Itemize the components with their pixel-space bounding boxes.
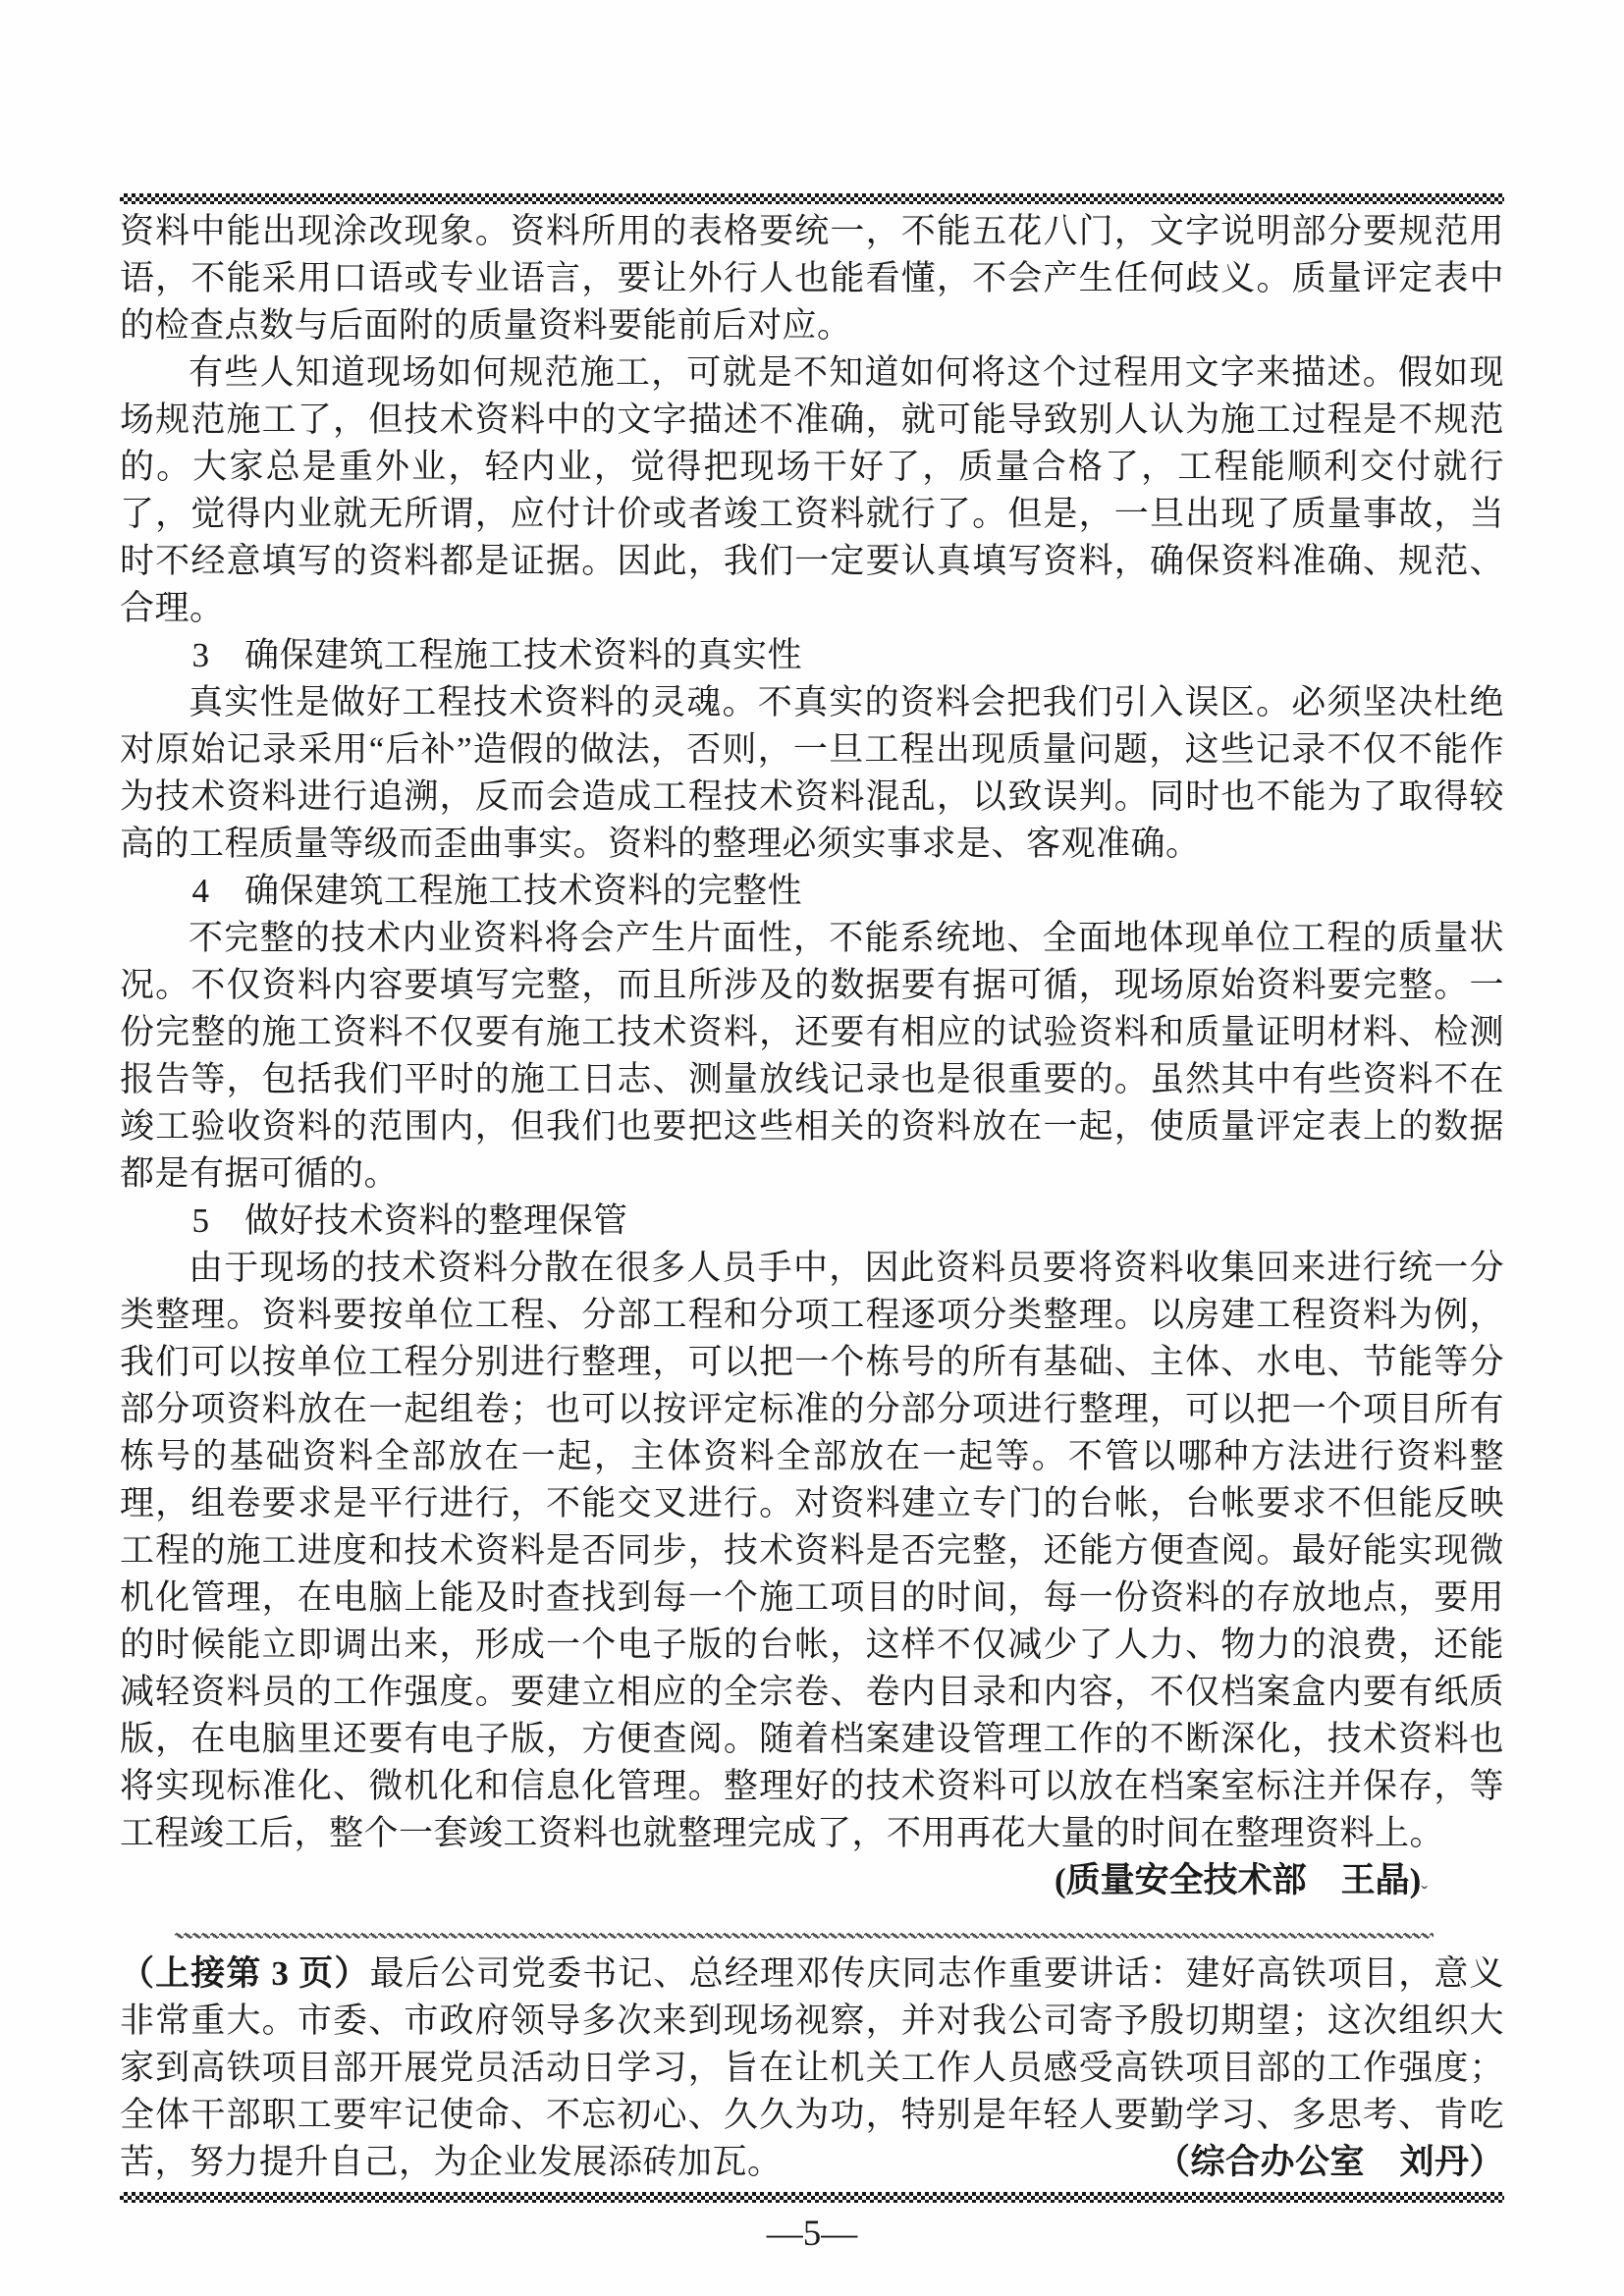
section-heading-authenticity: 3 确保建筑工程施工技术资料的真实性 [191, 636, 803, 674]
section-heading-completeness: 4 确保建筑工程施工技术资料的完整性 [191, 872, 803, 910]
article-paragraph: 不完整的技术内业资料将会产生片面性，不能系统地、全面地体现单位工程的质量状况。不仅资料内容要填写完整，而且所涉及的数据要有据可循，现场原始资料要完整。一份完整的施工资料不仅要有施工技术资料，还要有相应的试验资料和质量证明材料、检测报告等，包括我们平时的施工日志、测量放线记录也是很重要的。虽然其中有些资料不在竣工验收资料的范围内，但我们也要把这些相关的资料放在一起，使质量评定表上的数据都是有据可循的。 [120, 919, 1504, 1193]
article-paragraph: 有些人知道现场如何规范施工，可就是不知道如何将这个过程用文字来描述。假如现场规范施工了，但技术资料中的文字描述不准确，就可能导致别人认为施工过程是不规范的。大家总是重外业，轻内业，觉得把现场干好了，质量合格了，工程能顺利交付就行了，觉得内业就无所谓，应付计价或者竣工资料就行了。但是，一旦出现了质量事故，当时不经意填写的资料都是证据。因此，我们一定要认真填写资料，确保资料准确、规范、合理。 [120, 353, 1504, 627]
top-border-bar [120, 193, 1504, 204]
continuation-lead: （上接第 3 页） [120, 1954, 370, 1993]
article-paragraph: 资料中能出现涂改现象。资料所用的表格要统一，不能五花八门，文字说明部分要规范用语，不能采用口语或专业语言，要让外行人也能看懂，不会产生任何歧义。质量评定表中的检查点数与后面附的质量资料要能前后对应。 [120, 212, 1504, 345]
bottom-border-bar [120, 2192, 1504, 2203]
main-article [120, 208, 1504, 1917]
continuation-paragraph [120, 1950, 1504, 2186]
section-heading-archiving: 5 做好技术资料的整理保管 [191, 1201, 628, 1240]
section-divider [175, 1933, 1434, 1939]
stray-mark: ˇ [1421, 1883, 1428, 1904]
article-paragraph: 由于现场的技术资料分散在很多人员手中，因此资料员要将资料收集回来进行统一分类整理。资料要按单位工程、分部工程和分项工程逐项分类整理。以房建工程资料为例，我们可以按单位工程分别进行整理，可以把一个栋号的所有基础、主体、水电、节能等分部分项资料放在一起组卷；也可以按评定标准的分部分项进行整理，可以把一个项目所有栋号的基础资料全部放在一起，主体资料全部放在一起等。不管以哪种方法进行资料整理，组卷要求是平行进行，不能交叉进行。对资料建立专门的台帐，台帐要求不但能反映工程的施工进度和技术资料是否同步，技术资料是否完整，还能方便查阅。最好能实现微机化管理，在电脑上能及时查找到每一个施工项目的时间，每一份资料的存放地点，要用的时候能立即调出来，形成一个电子版的台帐，这样不仅减少了人力、物力的浪费，还能减轻资料员的工作强度。要建立相应的全宗卷、卷内目录和内容，不仅档案盒内要有纸质版，在电脑里还要有电子版，方便查阅。随着档案建设管理工作的不断深化，技术资料也将实现标准化、微机化和信息化管理。整理好的技术资料可以放在档案室标注并保存，等工程竣工后，整个一套竣工资料也就整理完成了，不用再花大量的时间在整理资料上。 [120, 1249, 1504, 1852]
continuation-signature: （综合办公室 刘丹） [1155, 2143, 1504, 2181]
page-number: —5— [766, 2214, 858, 2254]
article-paragraph: 真实性是做好工程技术资料的灵魂。不真实的资料会把我们引入误区。必须坚决杜绝对原始记录采用“后补”造假的做法，否则，一旦工程出现质量问题，这些记录不仅不能作为技术资料进行追溯，反而会造成工程技术资料混乱，以致误判。同时也不能为了取得较高的工程质量等级而歪曲事实。资料的整理必须实事求是、客观准确。 [120, 683, 1504, 863]
continuation-text: 最后公司党委书记、总经理邓传庆同志作重要讲话：建好高铁项目，意义非常重大。市委、市政府领导多次来到现场视察，并对我公司寄予殷切期望；这次组织大家到高铁项目部开展党员活动日学习，旨在让机关工作人员感受高铁项目部的工作强度；全体干部职工要牢记使命、不忘初心、久久为功，特别是年轻人要勤学习、多思考、肯吃苦，努力提升自己，为企业发展添砖加瓦。 [120, 1954, 1504, 2181]
article-signature: (质量安全技术部 王晶) [1055, 1861, 1422, 1899]
article-signature-line [120, 1857, 1504, 1917]
continuation-article [120, 1950, 1504, 2186]
